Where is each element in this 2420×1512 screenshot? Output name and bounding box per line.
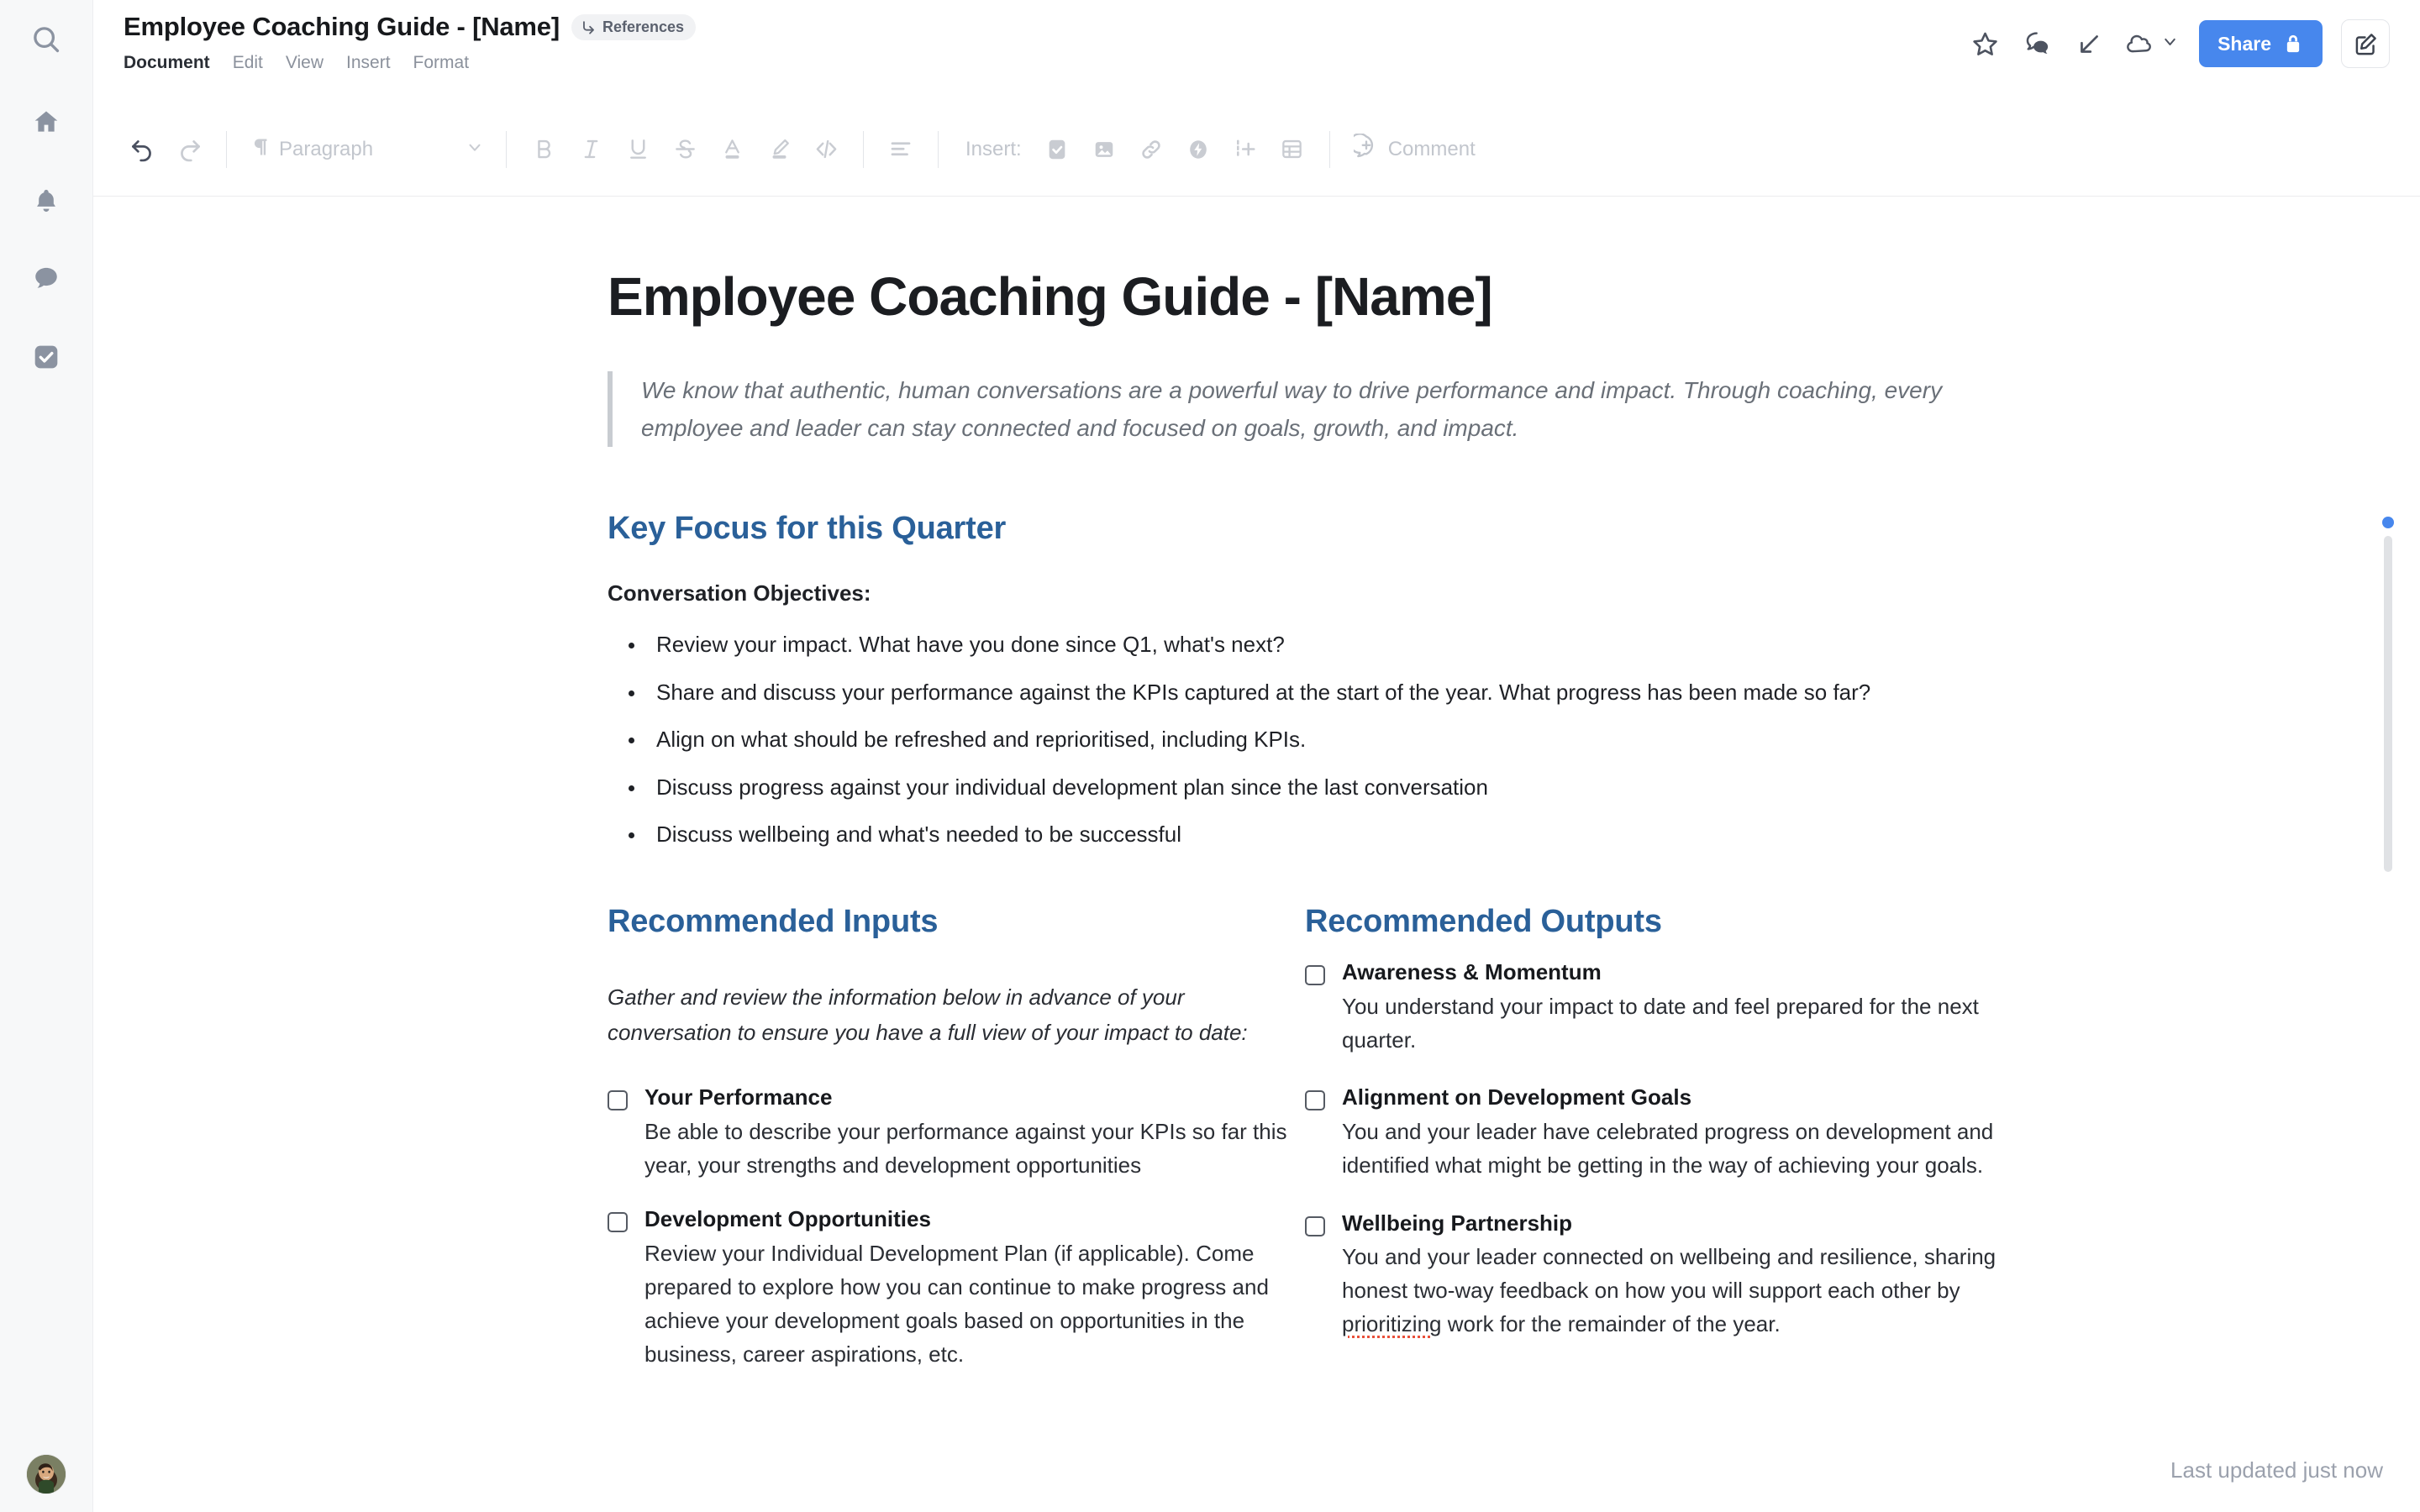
list-item[interactable] — [608, 1084, 1305, 1182]
format-toolbar — [93, 102, 2420, 197]
italic-button[interactable] — [567, 126, 614, 173]
avatar[interactable] — [27, 1455, 66, 1494]
checkbox-body — [644, 1084, 1305, 1182]
title-row — [124, 12, 696, 42]
heading-recommended-outputs[interactable]: Recommended Outputs — [1305, 903, 1662, 939]
insert-label: Insert: — [965, 137, 1022, 160]
add-comment-button[interactable] — [1344, 126, 1486, 173]
bold-button[interactable] — [520, 126, 567, 173]
checkbox-unchecked[interactable] — [1305, 1090, 1325, 1110]
outputs-checklist — [1305, 958, 2002, 1341]
checkbox-title: Awareness & Momentum — [1342, 958, 1602, 984]
list-item[interactable] — [1305, 958, 2002, 1057]
toolbar-divider — [226, 131, 227, 168]
section-key-focus — [608, 511, 2120, 852]
list-item[interactable]: • Discuss wellbeing and what's needed to be successful — [646, 818, 1969, 852]
conversation-objectives-label: Conversation Objectives: — [608, 580, 871, 606]
references-badge[interactable] — [571, 14, 696, 40]
list-item[interactable]: • Align on what should be refreshed and reprioritised, including KPIs. — [646, 723, 1969, 757]
align-left-icon[interactable] — [877, 126, 924, 173]
checkbox-title: Wellbeing Partnership — [1342, 1210, 1573, 1236]
code-icon[interactable] — [802, 126, 850, 173]
strikethrough-button[interactable] — [661, 126, 708, 173]
checkbox-body — [644, 1205, 1305, 1371]
star-icon[interactable] — [1961, 20, 2008, 67]
share-button-label: Share — [2217, 32, 2271, 55]
objectives-list — [608, 628, 1969, 852]
desc-before: You and your leader connected on wellbeing and resilience, sharing honest two-way feedback on how you will support each other by — [1342, 1244, 1996, 1304]
checkbox-title: Alignment on Development Goals — [1342, 1084, 1692, 1110]
spellcheck-error-word[interactable]: prioritizing — [1342, 1310, 1442, 1336]
checkbox-description: You and your leader have celebrated progress on development and identified what might be getting in the way of achieving your goals. — [1342, 1119, 1994, 1178]
blockquote[interactable] — [608, 371, 1944, 448]
app-header — [93, 0, 2420, 102]
checkbox-unchecked[interactable] — [608, 1090, 628, 1110]
heading-key-focus[interactable]: Key Focus for this Quarter — [608, 511, 1007, 547]
menu-item-insert[interactable]: Insert — [346, 53, 391, 72]
list-item[interactable]: • Share and discuss your performance against the KPIs captured at the start of the year. What progress has been made so far? — [646, 676, 1969, 710]
chat-bubble-icon[interactable] — [22, 254, 71, 302]
checkbox-unchecked[interactable] — [608, 1212, 628, 1232]
checkbox-description: Be able to describe your performance against your KPIs so far this year, your strengths and development opportunities — [644, 1118, 1287, 1178]
cloud-icon — [2118, 20, 2160, 67]
redo-icon[interactable] — [166, 126, 213, 173]
chevron-down-icon — [466, 138, 484, 160]
paragraph-style-select[interactable] — [240, 126, 492, 173]
list-item[interactable] — [608, 1205, 1305, 1371]
undo-icon[interactable] — [118, 126, 166, 173]
document-title[interactable]: Employee Coaching Guide - [Name] — [124, 12, 560, 41]
underline-button[interactable] — [614, 126, 661, 173]
list-item[interactable] — [1305, 1084, 2002, 1182]
inputs-intro-text: Gather and review the information below in advance of your conversation to ensure you have a full view of your impact to date: — [608, 984, 1248, 1045]
expand-icon[interactable] — [2065, 20, 2112, 67]
toolbar-divider — [863, 131, 864, 168]
list-item[interactable]: • Discuss progress against your individual development plan since the last conversation — [646, 771, 1969, 805]
toolbar-divider — [506, 131, 507, 168]
lock-icon — [2282, 33, 2304, 55]
text-color-icon[interactable] — [708, 126, 755, 173]
checkbox-unchecked[interactable] — [1305, 1216, 1325, 1236]
two-column-section — [608, 904, 2120, 1394]
list-item[interactable] — [1305, 1210, 2002, 1341]
scrollbar[interactable] — [2384, 536, 2392, 872]
column-recommended-outputs — [1305, 904, 2002, 1394]
search-icon[interactable] — [22, 15, 71, 64]
last-updated-status: Last updated just now — [2170, 1457, 2383, 1483]
chevron-down-icon — [2161, 33, 2179, 55]
checkbox-description: You understand your impact to date and feel prepared for the next quarter. — [1342, 993, 1979, 1053]
subdirectory-arrow-icon — [581, 19, 597, 35]
scroll-position-dot — [2382, 517, 2394, 528]
checkbox-body — [1342, 958, 2002, 1057]
checkbox-description — [1342, 1241, 2002, 1341]
highlight-icon[interactable] — [755, 126, 802, 173]
insert-checkbox-icon[interactable] — [1034, 126, 1081, 173]
insert-table-icon[interactable] — [1269, 126, 1316, 173]
toolbar-divider — [1329, 131, 1330, 168]
insert-image-icon[interactable] — [1081, 126, 1128, 173]
references-badge-label: References — [602, 18, 685, 35]
cloud-status-dropdown[interactable] — [2118, 20, 2184, 67]
add-comment-label: Comment — [1387, 137, 1476, 160]
comments-icon[interactable] — [2013, 20, 2060, 67]
blockquote-text: We know that authentic, human conversations are a powerful way to drive performance and impact. Through coaching, every employee and leader can stay connected and focused on goals, growth, and impact. — [641, 376, 1943, 442]
inputs-checklist — [608, 1084, 1305, 1371]
document-canvas[interactable] — [93, 197, 2420, 1512]
menu-item-view[interactable]: View — [285, 53, 324, 72]
checkbox-body — [1342, 1084, 2002, 1182]
home-icon[interactable] — [22, 97, 71, 146]
insert-bolt-icon[interactable] — [1175, 126, 1222, 173]
menu-item-format[interactable]: Format — [413, 53, 470, 72]
header-actions — [1961, 0, 2390, 68]
header-left — [124, 0, 696, 73]
toolbar-divider — [938, 131, 939, 168]
checkbox-title: Your Performance — [644, 1084, 833, 1110]
column-recommended-inputs — [608, 904, 1305, 1394]
bell-icon[interactable] — [22, 176, 71, 225]
checkbox-body — [1342, 1210, 2002, 1341]
menu-item-document[interactable]: Document — [124, 53, 210, 72]
checkbox-description: Review your Individual Development Plan (if applicable). Come prepared to explore how you can continue to make progress and achieve your development goals based on opportunities in the business, career aspirations, etc. — [644, 1241, 1269, 1367]
heading-recommended-inputs[interactable]: Recommended Inputs — [608, 903, 939, 939]
list-item[interactable]: • Review your impact. What have you done since Q1, what's next? — [646, 628, 1969, 662]
share-button[interactable] — [2199, 20, 2323, 67]
paragraph-style-label: Paragraph — [279, 137, 374, 160]
menu-item-edit[interactable]: Edit — [232, 53, 263, 72]
page-title[interactable]: Employee Coaching Guide - [Name] — [608, 266, 1492, 327]
edit-pencil-icon[interactable] — [2341, 19, 2390, 68]
desc-after: work for the remainder of the year. — [1441, 1310, 1781, 1336]
insert-link-icon[interactable] — [1128, 126, 1175, 173]
checkbox-icon[interactable] — [22, 333, 71, 381]
checkbox-title: Development Opportunities — [644, 1206, 931, 1232]
add-comment-icon — [1354, 134, 1379, 165]
menu-bar — [124, 53, 696, 73]
insert-divider-icon[interactable] — [1222, 126, 1269, 173]
left-nav-rail — [0, 0, 93, 1512]
pilcrow-icon — [249, 136, 271, 162]
document-page[interactable] — [608, 197, 2120, 1394]
avatar-photo — [27, 1455, 66, 1494]
checkbox-unchecked[interactable] — [1305, 965, 1325, 985]
main-area — [93, 0, 2420, 1512]
